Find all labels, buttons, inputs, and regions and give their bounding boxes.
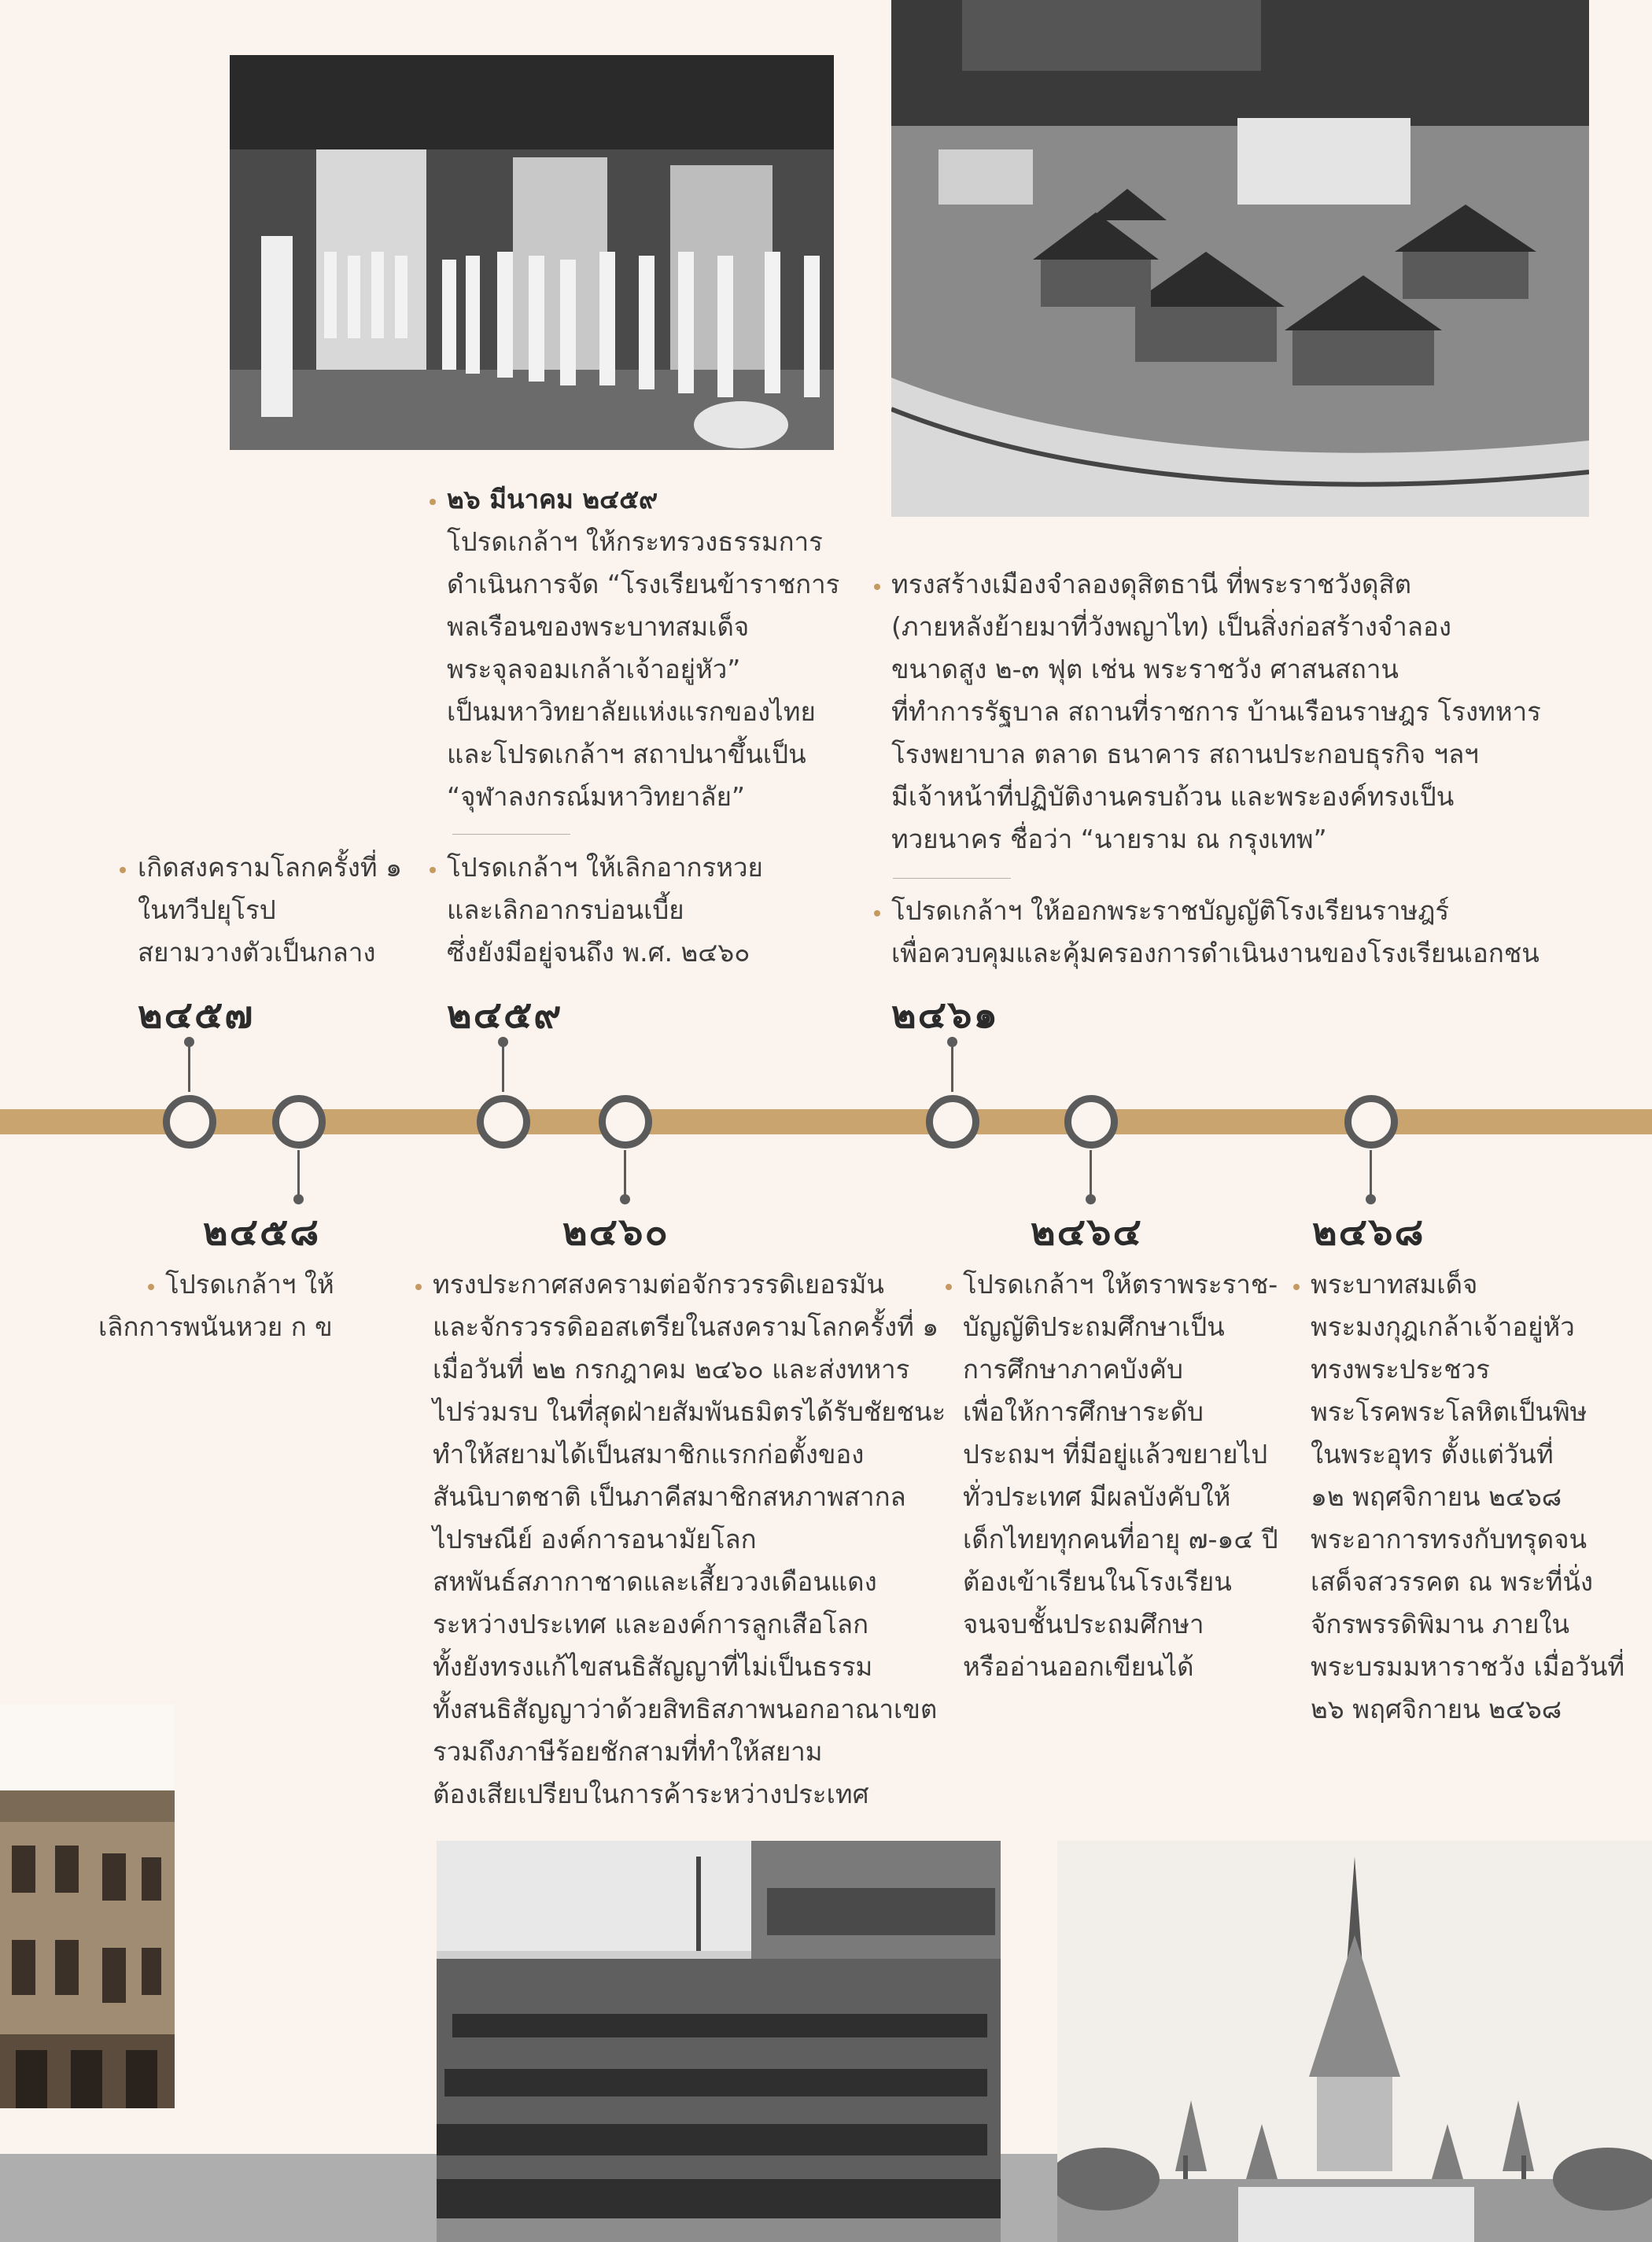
bullet-2461b xyxy=(874,910,880,916)
event-2460-text: ทรงประกาศสงครามต่อจักรวรรดิเยอรมัน และจักรวรรดิออสเตรียในสงครามโลกครั้งที่ ๑ เมื่อวันที่ ๒๒ กรกฎาคม ๒๔๖๐ และส่งทหาร ไปร่วมรบ ในที่สุดฝ่ายสัมพันธมิตรได้รับชัยชนะ ทำให้สยามได้เป็นสมาชิกแรกก่อตั้งของ สันนิบาตชาติ เป็นภาคีสมาชิกสหภาพสากล ไปรษณีย์ องค์การอนามัยโลก สหพันธ์สภากาชาดและเสี้ยววงเดือนแดง ระหว่างประเทศ และองค์การลูกเสือโลก ทั้งยังทรงแก้ไขสนธิสัญญาที่ไม่เป็นธรรม ทั้งสนธิสัญญาว่าด้วยสิทธิสภาพนอกอาณาเขต รวมถึงภาษีร้อยชักสามที่ทำให้สยาม ต้องเสียเปรียบในการค้าระหว่างประเทศ xyxy=(433,1269,946,1809)
bullet-2459b xyxy=(430,867,436,873)
royal-crematorium-photo xyxy=(1057,1841,1652,2242)
bullet-2459a xyxy=(430,499,436,505)
bullet-2461a xyxy=(874,584,880,590)
bullet-2457 xyxy=(120,867,126,873)
event-2461-dusit-text: ทรงสร้างเมืองจำลองดุสิตธานี ที่พระราชวังดุสิต (ภายหลังย้ายมาที่วังพญาไท) เป็นสิ่งก่อสร้างจำลอง ขนาดสูง ๒-๓ ฟุต เช่น พระราชวัง ศาสนสถาน ที่ทำการรัฐบาล สถานที่ราชการ บ้านเรือนราษฎร โรงทหาร โรงพยาบาล ตลาด ธนาคาร สถานประกอบธุรกิจ ฯลฯ มีเจ้าหน้าที่ปฏิบัติงานครบถ้วน และพระองค์ทรงเป็น ทวยนาคร ชื่อว่า “นายราม ณ กรุงเทพ” xyxy=(891,569,1541,854)
divider-2461 xyxy=(893,878,1011,879)
troops-photo xyxy=(437,1841,1001,2242)
stem-2460 xyxy=(624,1150,626,1199)
event-2461-school-act-text: โปรดเกล้าฯ ให้ออกพระราชบัญญัติโรงเรียนราษฎร์ เพื่อควบคุมและคุ้มครองการดำเนินงานของโรงเรียนเอกชน xyxy=(891,895,1540,968)
footer-bar-left xyxy=(0,2154,437,2242)
stem-2457 xyxy=(188,1040,190,1092)
bullet-2464 xyxy=(946,1284,952,1290)
event-2458-line2: เลิกการพนันหวย ก ข xyxy=(98,1311,333,1342)
year-2460: ๒๔๖๐ xyxy=(562,1210,669,1254)
stem-2458 xyxy=(297,1150,300,1199)
year-2459: ๒๔๕๙ xyxy=(447,993,563,1037)
stem-2464 xyxy=(1090,1150,1092,1199)
year-2468: ๒๔๖๘ xyxy=(1312,1210,1425,1254)
year-2457: ๒๔๕๗ xyxy=(138,993,255,1037)
event-2458-line1: โปรดเกล้าฯ ให้ xyxy=(165,1269,334,1300)
timeline-node-2457 xyxy=(163,1095,216,1149)
event-2464-text: โปรดเกล้าฯ ให้ตราพระราช- บัญญัติประถมศึกษาเป็น การศึกษาภาคบังคับ เพื่อให้การศึกษาระดับ ประถมฯ ที่มีอยู่แล้วขยายไป ทั่วประเทศ มีผลบังคับให้ เด็กไทยทุกคนที่อายุ ๗-๑๔ ปี ต้องเข้าเรียนในโรงเรียน จนจบชั้นประถมศึกษา หรืออ่านออกเขียนได้ xyxy=(963,1269,1278,1682)
building-photo xyxy=(0,1704,175,2108)
timeline-node-2464 xyxy=(1064,1095,1118,1149)
stem-2461 xyxy=(951,1040,953,1092)
timeline-node-2458 xyxy=(272,1095,326,1149)
event-2459-date: ๒๖ มีนาคม ๒๔๕๙ xyxy=(447,484,658,514)
divider-2459 xyxy=(452,834,570,835)
timeline-node-2459 xyxy=(477,1095,530,1149)
year-2461: ๒๔๖๑ xyxy=(891,993,999,1037)
footer-bar-mid xyxy=(1001,2154,1057,2242)
event-2468-text: พระบาทสมเด็จ พระมงกุฎเกล้าเจ้าอยู่หัว ทรงพระประชวร พระโรคพระโลหิตเป็นพิษ ในพระอุทร ตั้งแต่วันที่ ๑๒ พฤศจิกายน ๒๔๖๘ พระอาการทรงกับทรุดจน เสด็จสวรรคต ณ พระที่นั่ง จักรพรรดิพิมาน ภายใน พระบรมมหาราชวัง เมื่อวันที่ ๒๖ พฤศจิกายน ๒๔๖๘ xyxy=(1311,1269,1625,1724)
timeline-node-2460 xyxy=(599,1095,652,1149)
ceremony-photo xyxy=(230,55,834,450)
timeline-node-2468 xyxy=(1344,1095,1398,1149)
stem-2459 xyxy=(502,1040,504,1092)
timeline-bar xyxy=(0,1109,1652,1134)
stem-2468 xyxy=(1370,1150,1372,1199)
bullet-2468 xyxy=(1293,1284,1300,1290)
bullet-2458 xyxy=(148,1284,154,1290)
dusit-thani-photo xyxy=(891,0,1589,517)
event-2457-text: เกิดสงครามโลกครั้งที่ ๑ ในทวีปยุโรป สยามวางตัวเป็นกลาง xyxy=(138,852,403,968)
timeline-node-2461 xyxy=(926,1095,979,1149)
year-2464: ๒๔๖๔ xyxy=(1031,1210,1143,1254)
event-2459-lottery-text: โปรดเกล้าฯ ให้เลิกอากรหวย และเลิกอากรบ่อนเบี้ย ซึ่งยังมีอยู่จนถึง พ.ศ. ๒๔๖๐ xyxy=(447,852,763,968)
bullet-2460 xyxy=(415,1284,422,1290)
event-2459-chula-text: โปรดเกล้าฯ ให้กระทรวงธรรมการ ดำเนินการจัด “โรงเรียนข้าราชการ พลเรือนของพระบาทสมเด็จ พระจุลจอมเกล้าเจ้าอยู่หัว” เป็นมหาวิทยาลัยแห่งแรกของไทย และโปรดเกล้าฯ สถาปนาขึ้นเป็น “จุฬาลงกรณ์มหาวิทยาลัย” xyxy=(447,526,840,812)
year-2458: ๒๔๕๘ xyxy=(203,1210,321,1254)
